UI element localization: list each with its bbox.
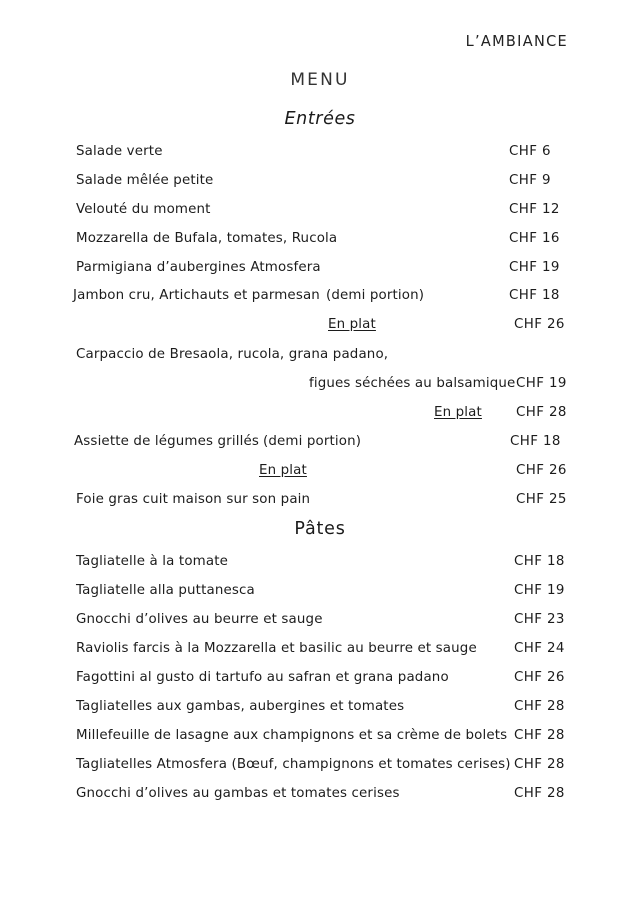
menu-item-row (0, 288, 640, 308)
menu-item-name: Carpaccio de Bresaola, rucola, grana padano, (76, 347, 389, 362)
menu-item-price: CHF 18 (509, 288, 560, 303)
menu-item-option-price: CHF 26 (514, 317, 565, 332)
menu-item-row (0, 728, 640, 748)
menu-item-name: Salade mêlée petite (76, 173, 214, 188)
menu-item-row (0, 670, 640, 690)
menu-item-price: CHF 12 (509, 202, 560, 217)
page-title: MENU (290, 70, 350, 90)
menu-item-row (0, 173, 640, 193)
menu-item-row (0, 492, 640, 512)
menu-item-portion-qualifier: (demi portion) (326, 288, 425, 303)
menu-item-name: Raviolis farcis à la Mozzarella et basilic au beurre et sauge (76, 641, 477, 656)
menu-item-option-label: En plat (328, 317, 376, 332)
menu-item-price: CHF 25 (516, 492, 567, 507)
menu-item-row (0, 554, 640, 574)
menu-item-price: CHF 19 (509, 260, 560, 275)
menu-item-row (0, 641, 640, 661)
section-heading-entrees: Entrées (284, 109, 356, 129)
menu-item-option-label: En plat (259, 463, 307, 478)
menu-item-name: Parmigiana d’aubergines Atmosfera (76, 260, 321, 275)
menu-item-name: Jambon cru, Artichauts et parmesan (73, 288, 320, 303)
menu-item-price: CHF 18 (514, 554, 565, 569)
menu-item-name: Tagliatelles Atmosfera (Bœuf, champignons et tomates cerises) (76, 757, 511, 772)
menu-item-row (0, 260, 640, 280)
section-heading-pates: Pâtes (294, 519, 346, 539)
menu-item-name: Gnocchi d’olives au beurre et sauge (76, 612, 323, 627)
menu-item-name: Foie gras cuit maison sur son pain (76, 492, 311, 507)
menu-item-row (0, 583, 640, 603)
menu-item-price: CHF 26 (514, 670, 565, 685)
menu-item-price: CHF 28 (514, 699, 565, 714)
menu-item-row (0, 231, 640, 251)
menu-item-price: CHF 28 (514, 786, 565, 801)
menu-item-price: CHF 28 (514, 728, 565, 743)
menu-item-continuation-row (0, 376, 640, 396)
menu-item-row (0, 786, 640, 806)
menu-item-option-label: En plat (434, 405, 482, 420)
menu-item-option-row (0, 317, 640, 337)
menu-item-name: Velouté du moment (76, 202, 211, 217)
menu-item-option-price: CHF 28 (516, 405, 567, 420)
menu-item-row (0, 612, 640, 632)
menu-item-option-row (0, 405, 640, 425)
menu-item-row (0, 347, 640, 367)
menu-item-price: CHF 16 (509, 231, 560, 246)
restaurant-brand-name: L’AMBIANCE (465, 33, 568, 51)
menu-item-row (0, 144, 640, 164)
menu-item-price: CHF 18 (510, 434, 561, 449)
menu-item-price: CHF 9 (509, 173, 551, 188)
menu-item-row (0, 434, 640, 454)
menu-item-name: Mozzarella de Bufala, tomates, Rucola (76, 231, 338, 246)
menu-item-row (0, 699, 640, 719)
menu-item-price: CHF 19 (516, 376, 567, 391)
menu-item-name: Fagottini al gusto di tartufo au safran et grana padano (76, 670, 449, 685)
menu-item-price: CHF 6 (509, 144, 551, 159)
menu-item-option-row (0, 463, 640, 483)
menu-item-name-continuation: figues séchées au balsamique (309, 376, 516, 391)
menu-item-row (0, 202, 640, 222)
menu-item-price: CHF 24 (514, 641, 565, 656)
menu-item-price: CHF 23 (514, 612, 565, 627)
menu-item-name: Tagliatelle alla puttanesca (76, 583, 255, 598)
menu-item-row (0, 757, 640, 777)
menu-item-option-price: CHF 26 (516, 463, 567, 478)
menu-item-name: Tagliatelles aux gambas, aubergines et tomates (76, 699, 405, 714)
menu-item-name: Tagliatelle à la tomate (76, 554, 229, 569)
menu-item-name: Salade verte (76, 144, 163, 159)
menu-item-price: CHF 19 (514, 583, 565, 598)
menu-item-name: Millefeuille de lasagne aux champignons et sa crème de bolets (76, 728, 508, 743)
menu-item-portion-qualifier: (demi portion) (263, 434, 362, 449)
menu-item-price: CHF 28 (514, 757, 565, 772)
menu-item-name: Gnocchi d’olives au gambas et tomates cerises (76, 786, 400, 801)
menu-item-name: Assiette de légumes grillés (74, 434, 259, 449)
